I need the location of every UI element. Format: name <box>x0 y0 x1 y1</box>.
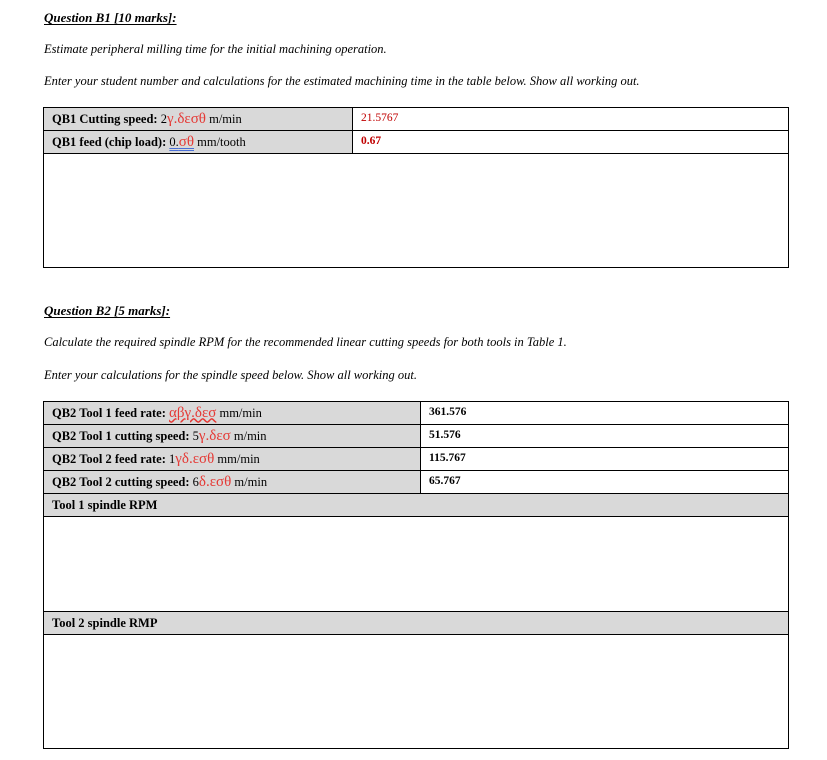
qb1-cutting-speed-label: QB1 Cutting speed: 2γ.δεσθ m/min <box>44 108 353 131</box>
qb2-tool1-speed-input[interactable]: 51.576 <box>421 425 789 448</box>
qb2-tool1-feed-label: QB2 Tool 1 feed rate: αβγ.δεσ mm/min <box>44 402 421 425</box>
qb2-tool1-speed-label: QB2 Tool 1 cutting speed: 5γ.δεσ m/min <box>44 425 421 448</box>
qb1-working-row <box>44 154 789 268</box>
qb1-feed-input[interactable]: 0.67 <box>353 131 789 154</box>
question-b2-entry-instruction: Enter your calculations for the spindle speed below. Show all working out. <box>44 368 417 382</box>
qb2-tool1-speed-row <box>44 425 789 448</box>
question-b1-entry-instruction: Enter your student number and calculations for the estimated machining time in the table below. Show all working out. <box>44 74 640 88</box>
qb2-tool2-speed-row <box>44 471 789 494</box>
tool2-working-row <box>44 635 789 749</box>
qb2-tool1-feed-row <box>44 402 789 425</box>
qb2-tool2-speed-input[interactable]: 65.767 <box>421 471 789 494</box>
qb1-working-area[interactable] <box>44 154 789 268</box>
tool1-working-area[interactable] <box>44 517 789 612</box>
qb2-tool2-feed-row <box>44 448 789 471</box>
qb1-cutting-speed-input[interactable]: 21.5767 <box>353 108 789 131</box>
tool1-rpm-heading-row <box>44 494 789 517</box>
tool2-working-area[interactable] <box>44 635 789 749</box>
tool2-spindle-rpm-heading: Tool 2 spindle RMP <box>44 612 789 635</box>
qb2-tool2-speed-label: QB2 Tool 2 cutting speed: 6δ.εσθ m/min <box>44 471 421 494</box>
question-b2-instruction: Calculate the required spindle RPM for the recommended linear cutting speeds for both tools in Table 1. <box>44 335 567 349</box>
tool1-working-row <box>44 517 789 612</box>
qb2-tool2-feed-label: QB2 Tool 2 feed rate: 1γδ.εσθ mm/min <box>44 448 421 471</box>
qb1-table <box>43 107 789 268</box>
question-b1-heading: Question B1 [10 marks]: <box>44 10 177 25</box>
qb2-tool2-feed-input[interactable]: 115.767 <box>421 448 789 471</box>
tool2-rpm-heading-row <box>44 612 789 635</box>
qb2-tool1-feed-input[interactable]: 361.576 <box>421 402 789 425</box>
question-b1-instruction: Estimate peripheral milling time for the initial machining operation. <box>44 42 387 56</box>
qb1-feed-row <box>44 131 789 154</box>
qb1-cutting-speed-row <box>44 108 789 131</box>
tool1-spindle-rpm-heading: Tool 1 spindle RPM <box>44 494 789 517</box>
qb1-feed-label: QB1 feed (chip load): 0.σθ mm/tooth <box>44 131 353 154</box>
question-b2-heading: Question B2 [5 marks]: <box>44 303 171 318</box>
qb2-table <box>43 401 789 749</box>
